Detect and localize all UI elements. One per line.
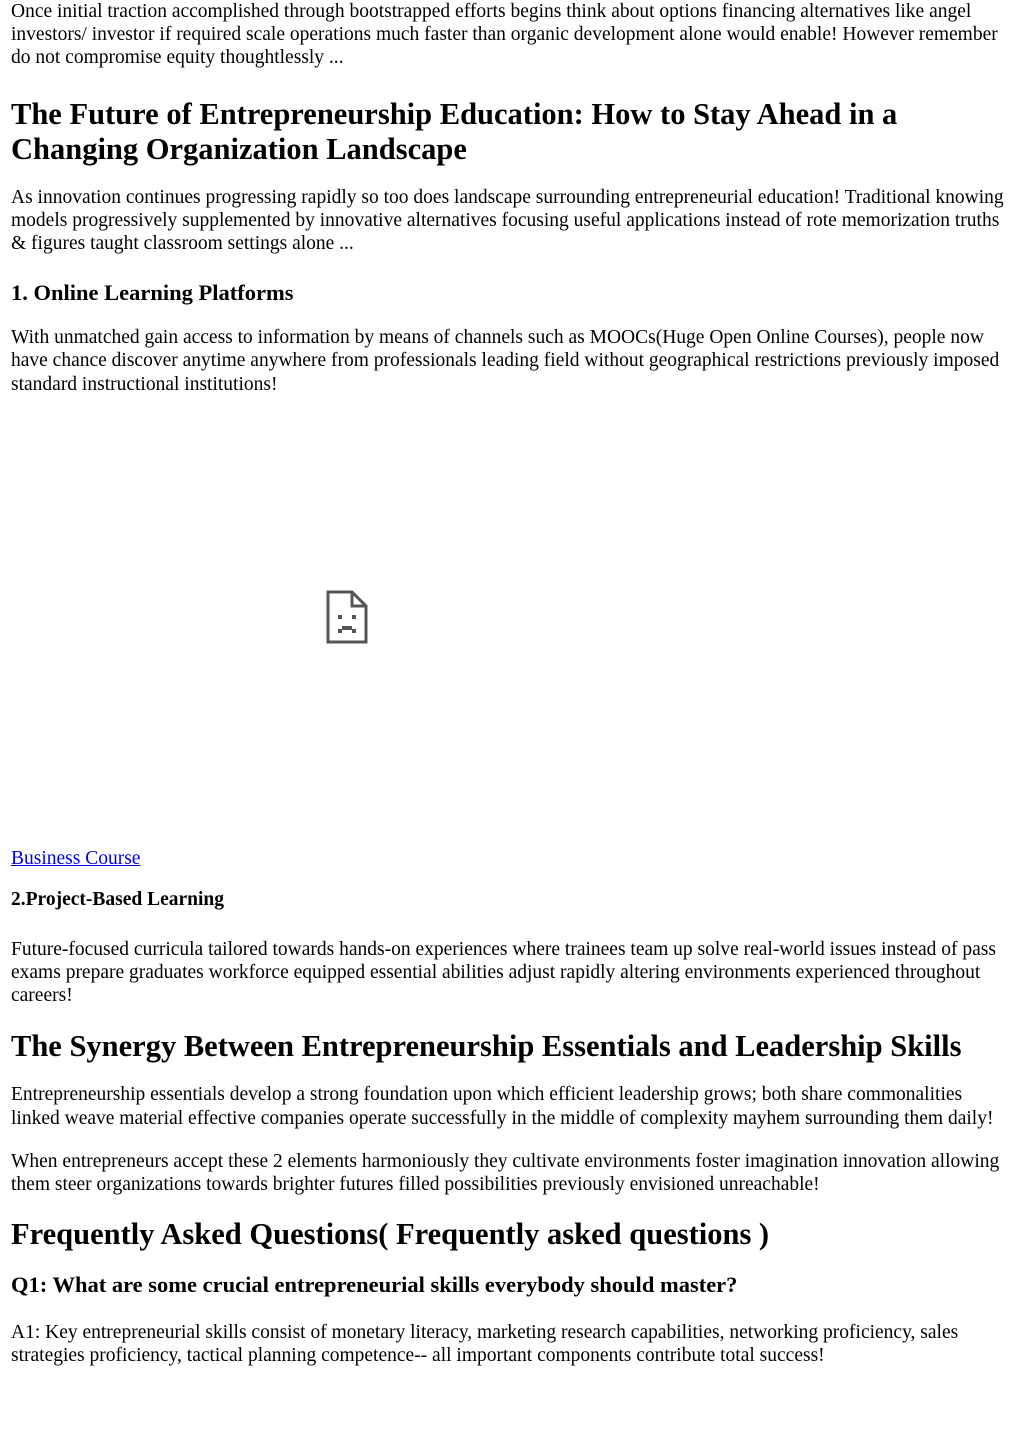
future-paragraph: As innovation continues progressing rapidly so too does landscape surrounding entrepreneurial education! Traditional knowing models progressively supplemented by innovative alternatives focusing useful applications instead of rote memorization truths & figures taught classroom settings alone ... (11, 186, 1004, 255)
project-based-paragraph: Future-focused curricula tailored towards hands-on experiences where trainees team up solve real-world issues instead of pass exams prepare graduates workforce equipped essential abilities adjust rapidly altering environments experienced throughout careers! (11, 938, 996, 1007)
article-image (11, 396, 1013, 833)
faq-question-1: Q1: What are some crucial entrepreneurial skills everybody should master? (11, 1272, 738, 1298)
faq-answer-1: A1: Key entrepreneurial skills consist of monetary literacy, marketing research capabilities, networking proficiency, sales strategies proficiency, tactical planning competence-- all important components contribute total success! (11, 1322, 959, 1367)
intro-paragraph: Once initial traction accomplished through bootstrapped efforts begins think about options financing alternatives like angel investors/ investor if required scale operations much faster than organic development alone would enable! However remember do not compromise equity thoughtlessly ... (11, 1, 998, 69)
project-based-heading: 2.Project-Based Learning (11, 888, 225, 910)
future-heading: The Future of Entrepreneurship Education: How to Stay Ahead in a Changing Organization Landscape (11, 96, 898, 166)
faq-heading: Frequently Asked Questions( Frequently asked questions ) (11, 1217, 770, 1252)
synergy-paragraph-2: When entrepreneurs accept these 2 elements harmoniously they cultivate environments foster imagination innovation allowing them steer organizations towards brighter futures filled possibilities previously envisioned unreachable! (11, 1150, 1000, 1196)
online-learning-heading: 1. Online Learning Platforms (11, 280, 294, 306)
business-course-link[interactable]: Business Course (11, 847, 141, 869)
synergy-paragraph-1: Entrepreneurship essentials develop a strong foundation upon which efficient leadership grows; both share commonalities linked weave material effective companies operate successfully in the middle of complexity mayhem surrounding them daily! (11, 1084, 994, 1129)
broken-image-icon (325, 589, 369, 645)
online-learning-paragraph: With unmatched gain access to information by means of channels such as MOOCs(Huge Open Online Courses), people now have chance discover anytime anywhere from professionals leading field without geographical restrictions previously imposed standard instructional institutions! (11, 327, 1000, 395)
synergy-heading: The Synergy Between Entrepreneurship Essentials and Leadership Skills (11, 1029, 962, 1064)
